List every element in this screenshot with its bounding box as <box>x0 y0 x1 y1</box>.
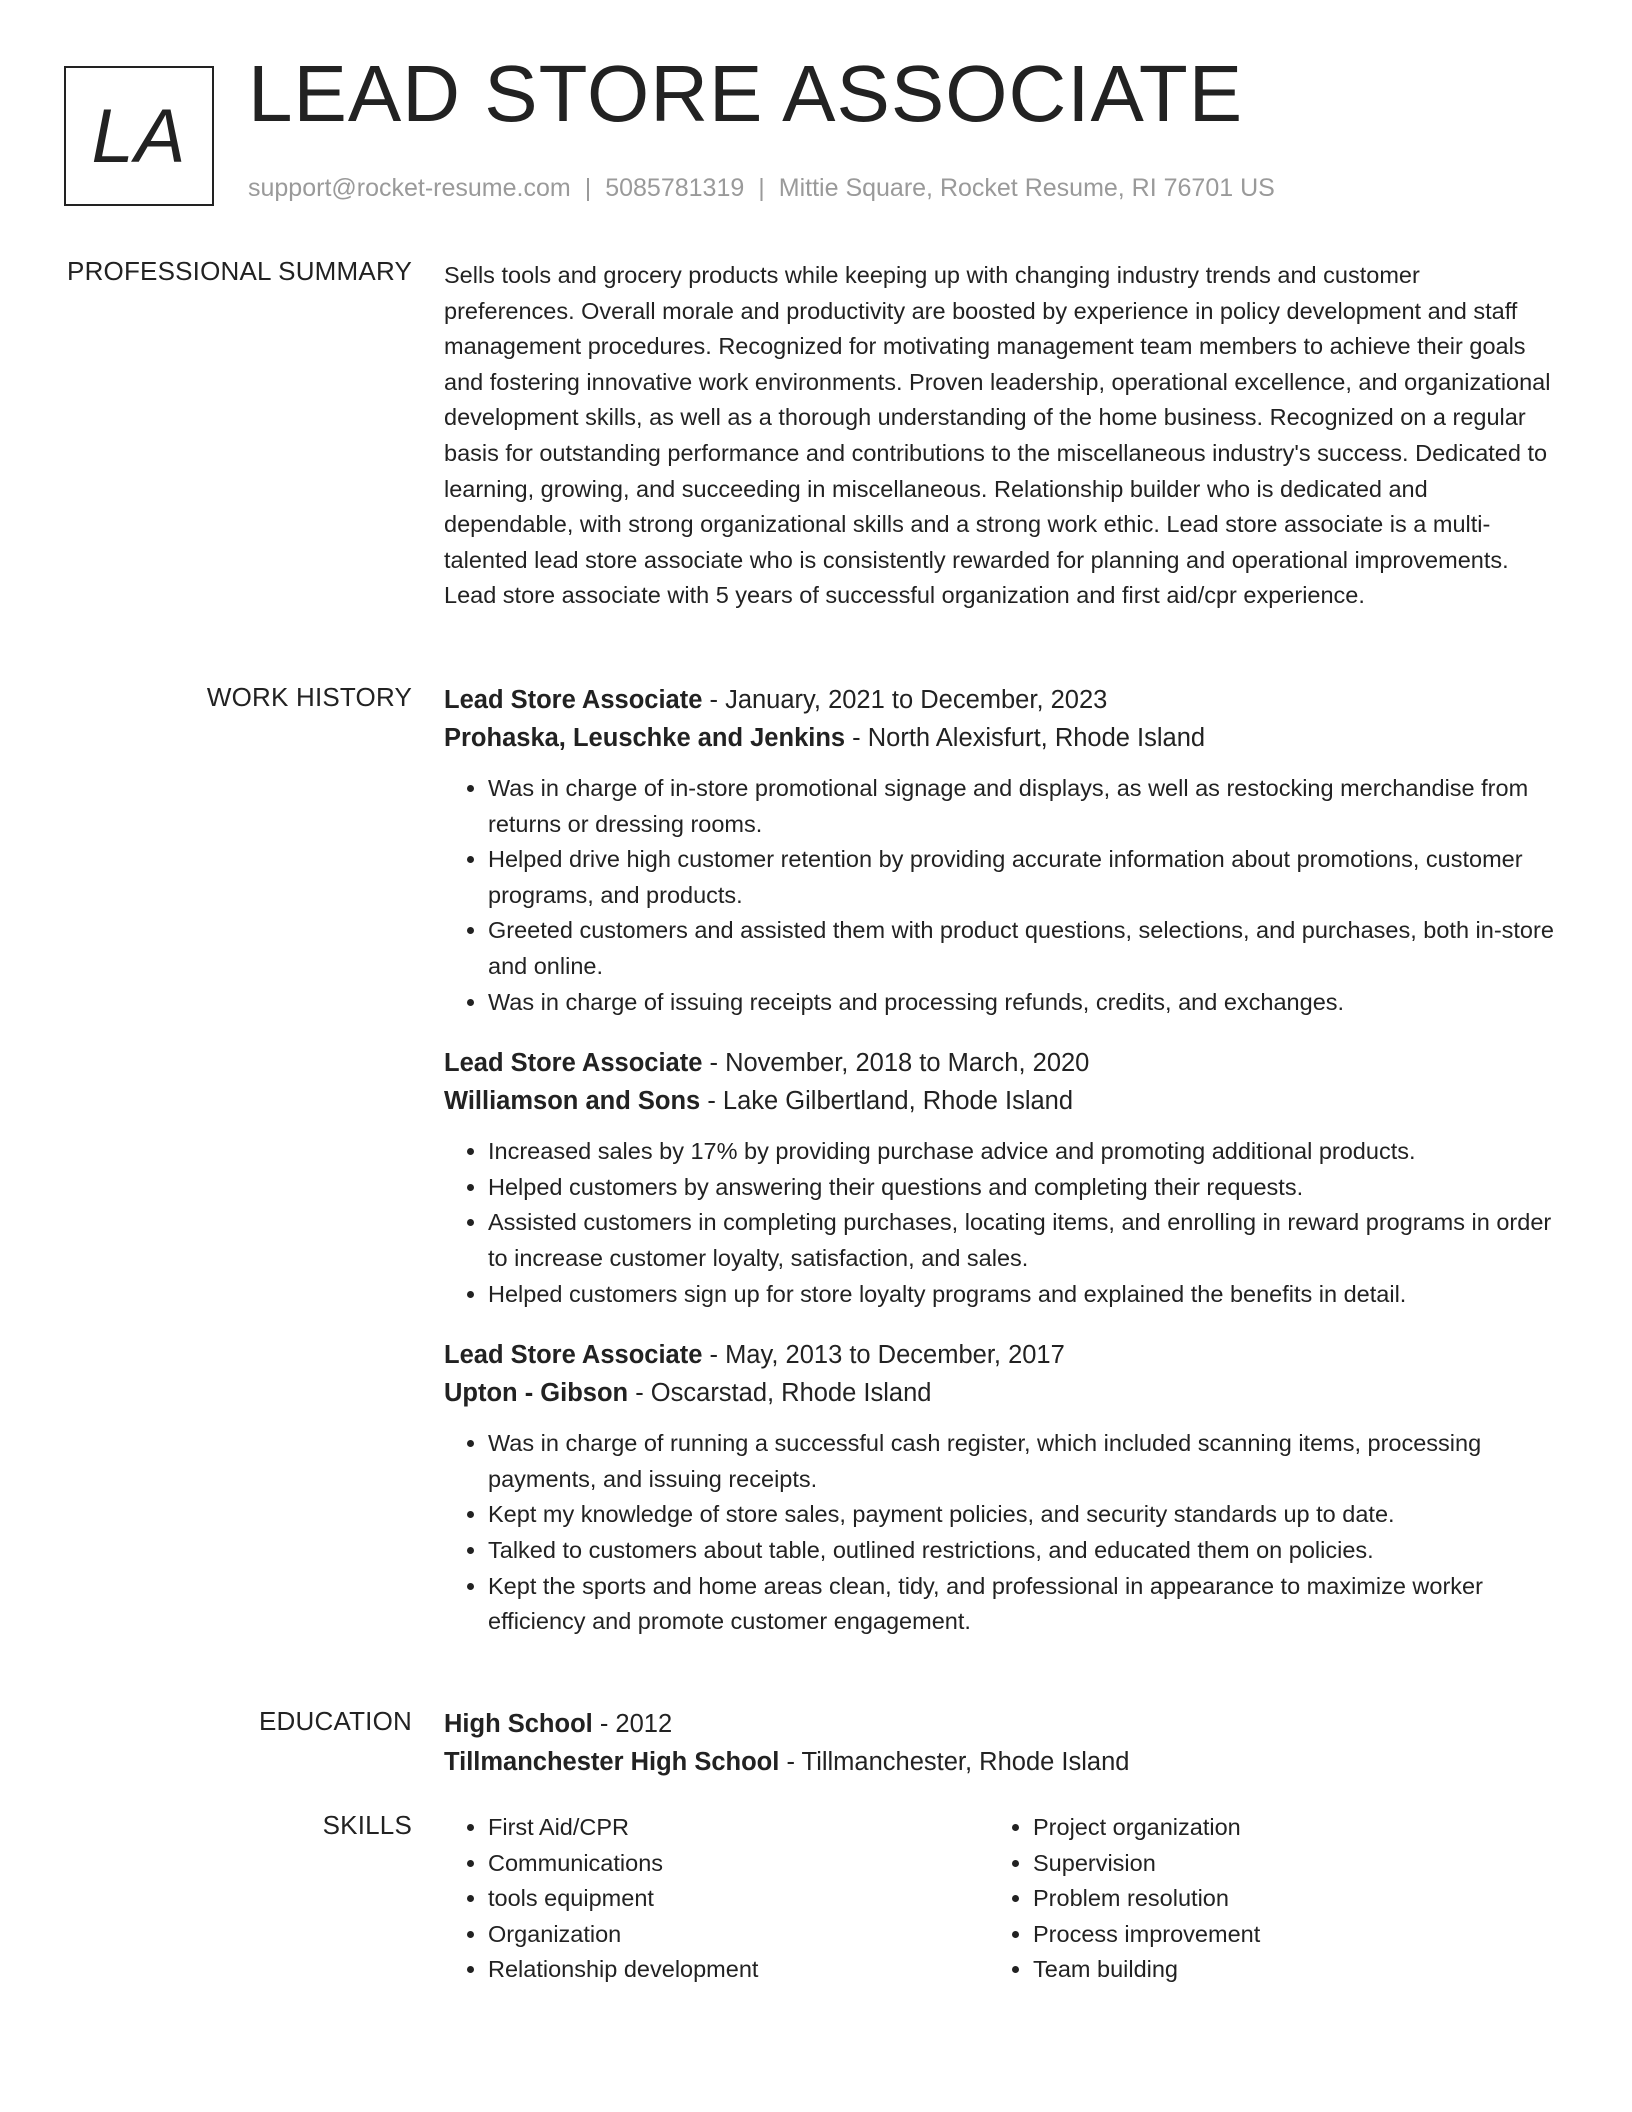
skill-item: • tools equipment <box>488 1881 989 1917</box>
job-title-line <box>444 1336 1556 1374</box>
education-degree: High School <box>444 1710 593 1738</box>
job-bullet: • Greeted customers and assisted them with product questions, selections, and purchases, both in-store and online. <box>488 913 1556 984</box>
contact-email: support@rocket-resume.com <box>248 174 571 202</box>
job-bullets <box>444 1426 1556 1640</box>
skill-item: • Project organization <box>1033 1810 1534 1846</box>
skill-item: • Organization <box>488 1917 989 1953</box>
skill-item: • Relationship development <box>488 1952 989 1988</box>
skills-list-left <box>444 1810 989 1988</box>
skill-item: • First Aid/CPR <box>488 1810 989 1846</box>
skill-item: • Supervision <box>1033 1846 1534 1882</box>
contact-address: Mittie Square, Rocket Resume, RI 76701 US <box>778 174 1275 202</box>
skills-columns <box>444 1810 1556 1988</box>
job-bullets <box>444 771 1556 1020</box>
skill-item: • Team building <box>1033 1952 1534 1988</box>
job-dates: - May, 2013 to December, 2017 <box>702 1341 1065 1370</box>
summary-text: Sells tools and grocery products while keeping up with changing industry trends and customer preferences. Overall morale and productivity are boosted by experience in policy development and staff management procedures. Recognized for motivating management team members to achieve their goals and fostering innovative work environments. Proven leadership, operational excellence, and organizational development skills, as well as a thorough understanding of the home business. Recognized on a regular basis for outstanding performance and contributions to the miscellaneous industry's success. Dedicated to learning, growing, and succeeding in miscellaneous. Relationship builder who is dedicated and dependable, with strong organizational skills and a strong work ethic. Lead store associate is a multi-talented lead store associate who is consistently rewarded for planning and operational improvements. Lead store associate with 5 years of successful organization and first aid/cpr experience. <box>444 262 1551 609</box>
job-bullet: • Was in charge of running a successful cash register, which included scanning items, processing payments, and issuing receipts. <box>488 1426 1556 1497</box>
skill-item: • Communications <box>488 1846 989 1882</box>
job-bullets <box>444 1134 1556 1312</box>
job-title: Lead Store Associate <box>444 1341 703 1370</box>
contact-separator: | <box>584 174 592 202</box>
job-location: - Oscarstad, Rhode Island <box>628 1379 932 1408</box>
work-history-label: WORK HISTORY <box>206 682 412 712</box>
job-bullet: • Helped customers by answering their questions and completing their requests. <box>488 1170 1556 1206</box>
job-bullet: • Was in charge of issuing receipts and processing refunds, credits, and exchanges. <box>488 985 1556 1021</box>
work-history-body <box>444 681 1556 1664</box>
job-dates: - November, 2018 to March, 2020 <box>702 1049 1090 1078</box>
job-title-line <box>444 681 1556 719</box>
summary-label: PROFESSIONAL SUMMARY <box>67 256 412 286</box>
summary-body <box>444 258 1556 614</box>
job-bullet: • Kept my knowledge of store sales, payment policies, and security standards up to date. <box>488 1497 1556 1533</box>
job-bullet: • Helped customers sign up for store loyalty programs and explained the benefits in detail. <box>488 1277 1556 1313</box>
skills-body <box>444 1810 1556 1988</box>
job-bullet: • Helped drive high customer retention by providing accurate information about promotions, customer programs, and products. <box>488 842 1556 913</box>
skill-item: • Problem resolution <box>1033 1881 1534 1917</box>
skills-column-right <box>989 1810 1534 1988</box>
skill-item: • Process improvement <box>1033 1917 1534 1953</box>
education-degree-line <box>444 1705 1556 1743</box>
job-bullet: • Kept the sports and home areas clean, tidy, and professional in appearance to maximize worker efficiency and promote customer engagement. <box>488 1569 1556 1640</box>
education-school: Tillmanchester High School <box>444 1748 780 1776</box>
job-company: Prohaska, Leuschke and Jenkins <box>444 724 846 752</box>
job-bullet: • Was in charge of in-store promotional signage and displays, as well as restocking merchandise from returns or dressing rooms. <box>488 771 1556 842</box>
job-entry <box>444 681 1556 1020</box>
job-location: - Lake Gilbertland, Rhode Island <box>700 1087 1074 1116</box>
job-company: Upton - Gibson <box>444 1379 629 1408</box>
job-company-line <box>444 1082 1556 1120</box>
job-entry <box>444 1336 1556 1640</box>
education-label: EDUCATION <box>259 1706 412 1736</box>
skills-label: SKILLS <box>322 1810 412 1840</box>
education-body <box>444 1705 1556 1781</box>
job-title: Lead Store Associate <box>444 686 703 714</box>
skills-list-right <box>989 1810 1534 1988</box>
job-entry <box>444 1044 1556 1312</box>
job-bullet: • Increased sales by 17% by providing purchase advice and promoting additional products. <box>488 1134 1556 1170</box>
education-year: - 2012 <box>592 1710 673 1738</box>
skills-column-left <box>444 1810 989 1988</box>
job-company-line <box>444 719 1556 757</box>
job-title-line <box>444 1044 1556 1082</box>
education-location: - Tillmanchester, Rhode Island <box>779 1748 1130 1776</box>
page-title: LEAD STORE ASSOCIATE <box>248 49 1244 138</box>
job-company-line <box>444 1374 1556 1412</box>
job-company: Williamson and Sons <box>444 1087 701 1116</box>
contact-phone: 5085781319 <box>605 174 745 202</box>
contact-separator: | <box>758 174 765 202</box>
job-bullet: • Assisted customers in completing purchases, locating items, and enrolling in reward programs in order to increase customer loyalty, satisfaction, and sales. <box>488 1205 1556 1276</box>
job-bullet: • Talked to customers about table, outlined restrictions, and educated them on policies. <box>488 1533 1556 1569</box>
job-location: - North Alexisfurt, Rhode Island <box>845 724 1206 752</box>
job-dates: - January, 2021 to December, 2023 <box>702 686 1108 714</box>
monogram-initials: LA <box>91 93 187 179</box>
education-school-line <box>444 1743 1556 1781</box>
monogram-box <box>64 66 214 206</box>
job-title: Lead Store Associate <box>444 1049 703 1078</box>
contact-line <box>248 174 1275 203</box>
